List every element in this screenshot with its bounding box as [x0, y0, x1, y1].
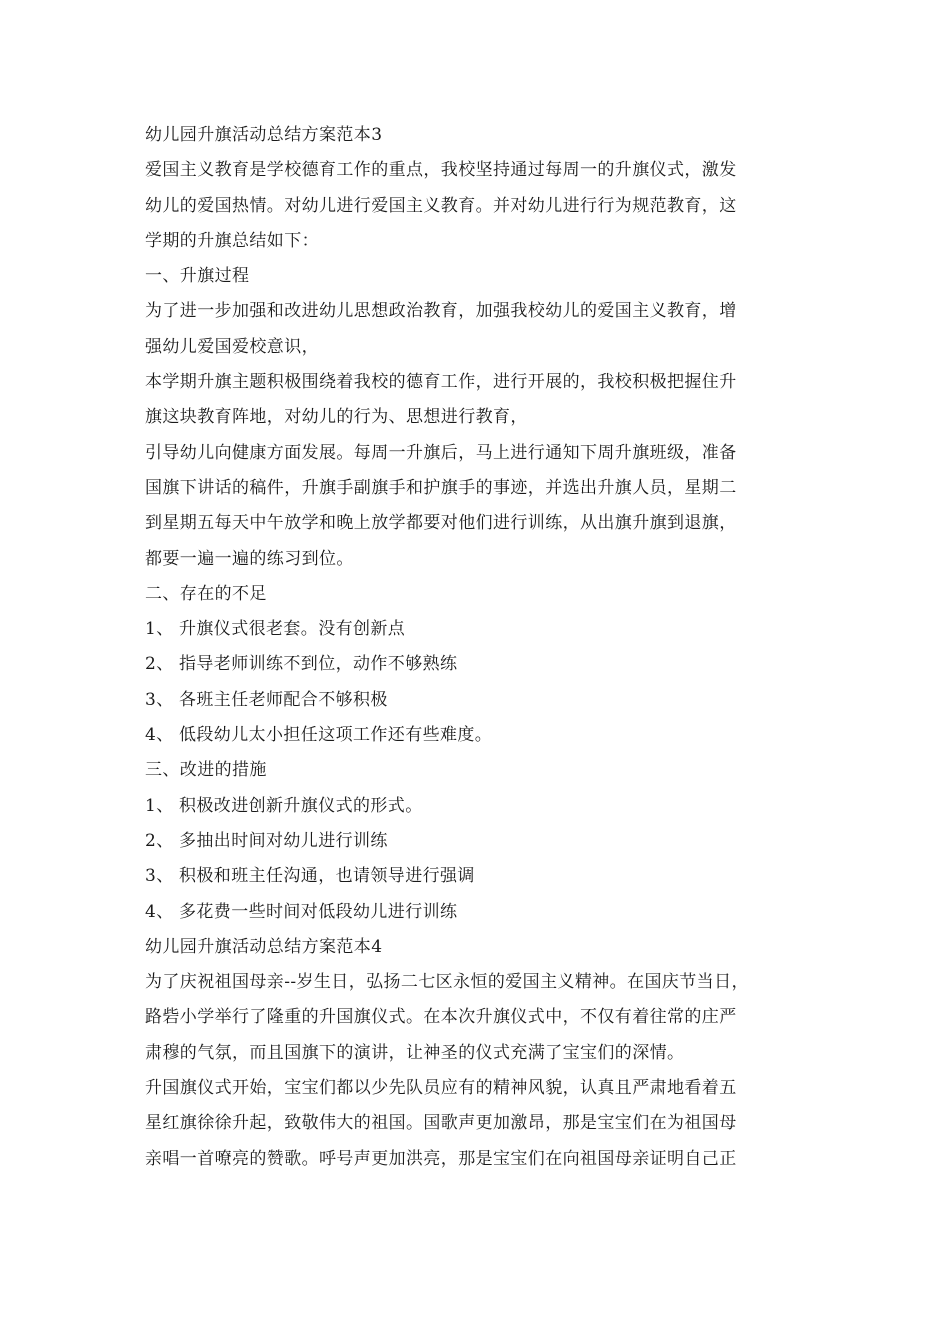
paragraph-line: 旗这块教育阵地，对幼儿的行为、思想进行教育， — [145, 407, 528, 428]
paragraph-line: 都要一遍一遍的练习到位。 — [145, 548, 354, 569]
paragraph-line: 幼儿的爱国热情。对幼儿进行爱国主义教育。并对幼儿进行行为规范教育，这 — [145, 195, 737, 216]
paragraph-line: 亲唱一首嘹亮的赞歌。呼号声更加洪亮，那是宝宝们在向祖国母亲证明自己正 — [145, 1148, 737, 1169]
list-number: 3、 — [145, 689, 174, 710]
list-text: 各班主任老师配合不够积极 — [179, 689, 388, 710]
subheading: 二、存在的不足 — [145, 583, 267, 604]
paragraph-line: 星红旗徐徐升起，致敬伟大的祖国。国歌声更加激昂，那是宝宝们在为祖国母 — [145, 1113, 737, 1134]
list-text: 多花费一些时间对低段幼儿进行训练 — [179, 901, 458, 922]
subheading: 一、升旗过程 — [145, 266, 250, 287]
list-item — [145, 824, 835, 859]
document-page — [145, 118, 835, 1177]
list-number: 4、 — [145, 725, 174, 746]
subheading: 三、改进的措施 — [145, 760, 267, 781]
list-item — [145, 895, 835, 930]
list-number: 1、 — [145, 795, 174, 816]
list-item — [145, 718, 835, 753]
paragraph-line: 爱国主义教育是学校德育工作的重点，我校坚持通过每周一的升旗仪式，激发 — [145, 160, 737, 181]
paragraph-line: 学期的升旗总结如下： — [145, 230, 319, 251]
list-text: 多抽出时间对幼儿进行训练 — [179, 830, 388, 851]
list-text: 积极和班主任沟通，也请领导进行强调 — [179, 866, 475, 887]
paragraph-line: 路砦小学举行了隆重的升国旗仪式。在本次升旗仪式中，不仅有着往常的庄严 — [145, 1007, 737, 1028]
list-item — [145, 647, 835, 682]
paragraph-line: 到星期五每天中午放学和晚上放学都要对他们进行训练，从出旗升旗到退旗， — [145, 513, 737, 534]
list-number: 3、 — [145, 866, 174, 887]
list-text: 低段幼儿太小担任这项工作还有些难度。 — [179, 725, 493, 746]
list-number: 2、 — [145, 830, 174, 851]
list-text: 升旗仪式很老套。没有创新点 — [179, 619, 406, 640]
paragraph-line: 升国旗仪式开始，宝宝们都以少先队员应有的精神风貌，认真且严肃地看着五 — [145, 1078, 737, 1099]
list-number: 2、 — [145, 654, 174, 675]
list-item — [145, 859, 835, 894]
paragraph-line: 本学期升旗主题积极围绕着我校的德育工作，进行开展的，我校积极把握住升 — [145, 372, 737, 393]
section-title: 幼儿园升旗活动总结方案范本3 — [145, 125, 383, 145]
list-text: 积极改进创新升旗仪式的形式。 — [179, 795, 423, 816]
paragraph-line: 为了进一步加强和改进幼儿思想政治教育，加强我校幼儿的爱国主义教育，增 — [145, 301, 737, 322]
list-number: 4、 — [145, 901, 174, 922]
paragraph-line: 肃穆的气氛，而且国旗下的演讲，让神圣的仪式充满了宝宝们的深情。 — [145, 1042, 685, 1063]
list-item — [145, 612, 835, 647]
paragraph-line: 强幼儿爱国爱校意识， — [145, 336, 319, 357]
list-item — [145, 683, 835, 718]
list-number: 1、 — [145, 619, 174, 640]
paragraph-line: 国旗下讲话的稿件，升旗手副旗手和护旗手的事迹，并选出升旗人员，星期二 — [145, 477, 737, 498]
paragraph-line: 引导幼儿向健康方面发展。每周一升旗后，马上进行通知下周升旗班级，准备 — [145, 442, 737, 463]
paragraph-line: 为了庆祝祖国母亲--岁生日，弘扬二七区永恒的爱国主义精神。在国庆节当日， — [145, 972, 749, 993]
list-item — [145, 789, 835, 824]
list-text: 指导老师训练不到位，动作不够熟练 — [179, 654, 458, 675]
section-title: 幼儿园升旗活动总结方案范本4 — [145, 936, 383, 957]
